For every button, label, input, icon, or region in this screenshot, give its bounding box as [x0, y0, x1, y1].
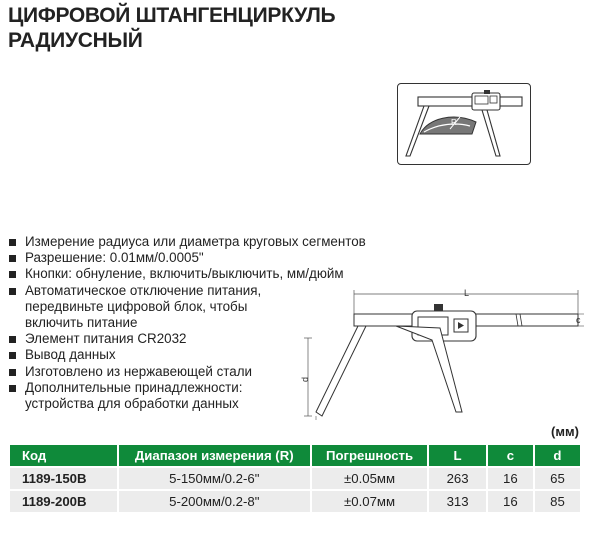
spec-table — [8, 443, 582, 514]
dimension-c-label: c — [576, 315, 581, 325]
usage-illustration — [397, 83, 531, 165]
feature-text: Вывод данных — [25, 347, 116, 363]
cell-L: 313 — [429, 491, 486, 512]
feature-item — [8, 266, 366, 282]
cell-range: 5-200мм/0.2-8" — [119, 491, 310, 512]
table-row — [10, 468, 580, 489]
feature-text: Автоматическое отключение питания, передвиньте цифровой блок, чтобы включить питание — [25, 282, 262, 331]
cell-L: 263 — [429, 468, 486, 489]
feature-text: Дополнительные принадлежности: устройства для обработки данных — [25, 379, 243, 412]
col-range-header: Диапазон измерения (R) — [119, 445, 310, 466]
feature-text: Кнопки: обнуление, включить/выключить, мм/дюйм — [25, 266, 344, 282]
caliper-dimension-diagram — [296, 284, 588, 429]
dimension-L-label: L — [464, 288, 470, 298]
cell-c: 16 — [488, 468, 533, 489]
cell-code: 1189-150B — [10, 468, 117, 489]
unit-label: (мм) — [551, 424, 579, 439]
caliper-drawing — [296, 284, 588, 424]
page-title-line-2: РАДИУСНЫЙ — [8, 29, 143, 52]
col-accuracy-header: Погрешность — [312, 445, 428, 466]
col-L-header: L — [429, 445, 486, 466]
feature-text: Измерение радиуса или диаметра круговых сегментов — [25, 234, 366, 249]
feature-text: Элемент питания CR2032 — [25, 331, 187, 347]
feature-text: Разрешение: 0.01мм/0.0005" — [25, 250, 204, 266]
caliper-usage-drawing — [398, 84, 530, 164]
cell-d: 65 — [535, 468, 580, 489]
dimension-d-label: d — [300, 376, 310, 382]
cell-accuracy: ±0.05мм — [312, 468, 428, 489]
cell-d: 85 — [535, 491, 580, 512]
feature-text: Изготовлено из нержавеющей стали — [25, 363, 252, 379]
col-code-header: Код — [10, 445, 117, 466]
table-row — [10, 491, 580, 512]
feature-item — [8, 250, 366, 266]
page-title-line-1: ЦИФРОВОЙ ШТАНГЕНЦИРКУЛЬ — [8, 4, 336, 27]
page-title — [8, 3, 335, 53]
cell-c: 16 — [488, 491, 533, 512]
cell-code: 1189-200B — [10, 491, 117, 512]
cell-accuracy: ±0.07мм — [312, 491, 428, 512]
col-c-header: c — [488, 445, 533, 466]
cell-range: 5-150мм/0.2-6" — [119, 468, 310, 489]
col-d-header: d — [535, 445, 580, 466]
table-header-row — [10, 445, 580, 466]
feature-item — [8, 234, 366, 250]
radius-label: R — [451, 118, 457, 127]
